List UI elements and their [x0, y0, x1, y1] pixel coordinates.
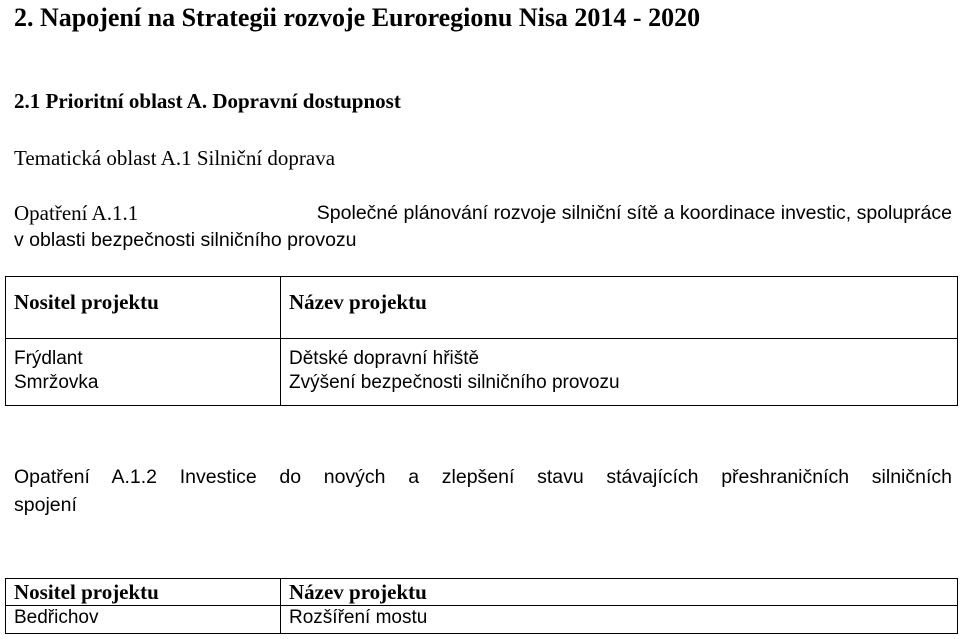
measure-2-title-line1: Opatření A.1.2 Investice do nových a zlepšení stavu stávajících přeshraničních silničních: [14, 466, 952, 488]
table-header-bearer: Nositel projektu: [6, 579, 281, 606]
table-header-row: [6, 579, 958, 606]
table-header-project: Název projektu: [281, 277, 958, 339]
project-name: Zvýšení bezpečnosti silničního provozu: [289, 372, 620, 393]
bearer-name: Frýdlant: [14, 348, 83, 369]
table-header-bearer: Nositel projektu: [6, 277, 281, 339]
table-row: [6, 606, 958, 634]
table-cell-bearers: [6, 339, 281, 406]
thematic-area-heading: Tematická oblast A.1 Silniční doprava: [14, 146, 336, 170]
measure-2-title-line2: spojení: [14, 494, 77, 516]
table-header-project: Název projektu: [281, 579, 958, 606]
measure-1-title-line2: v oblasti bezpečnosti silničního provozu: [14, 229, 357, 251]
measure-1-title-line1: Společné plánování rozvoje silniční sítě a koordinace investic, spolupráce: [316, 202, 952, 224]
table-row: [6, 339, 958, 406]
project-name: Rozšíření mostu: [281, 606, 958, 634]
priority-area-heading: 2.1 Prioritní oblast A. Dopravní dostupnost: [14, 89, 401, 113]
measure-2-text: [14, 463, 952, 519]
page-heading: 2. Napojení na Strategii rozvoje Euroregionu Nisa 2014 - 2020: [14, 3, 701, 32]
project-name: Dětské dopravní hřiště: [289, 348, 480, 369]
table-cell-projects: [281, 339, 958, 406]
projects-table-1: [5, 276, 958, 406]
bearer-name: Smržovka: [14, 372, 99, 393]
measure-1-code: Opatření A.1.1: [14, 201, 139, 225]
bearer-name: Bedřichov: [6, 606, 281, 634]
table-header-row: [6, 277, 958, 339]
projects-table-2: [5, 578, 958, 634]
measure-1-text: [14, 200, 952, 254]
